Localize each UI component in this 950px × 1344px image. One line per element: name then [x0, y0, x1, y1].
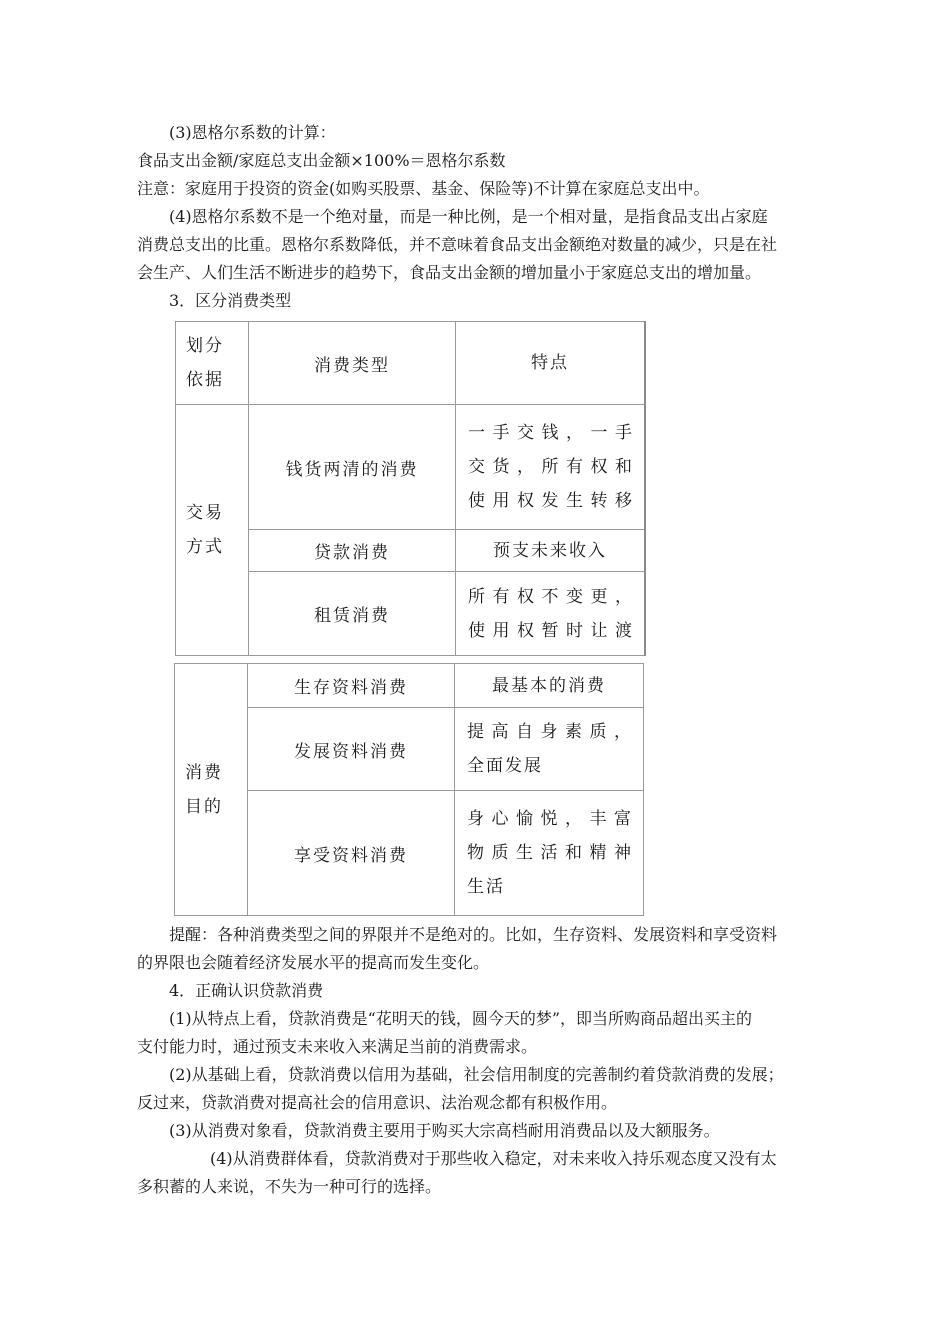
group1-feature-1	[456, 405, 646, 530]
paragraph-note: 注意：家庭用于投资的资金(如购买股票、基金、保险等)不计算在家庭总支出中。	[137, 179, 710, 198]
paragraph-loan-3: (3)从消费对象看，贷款消费主要用于购买大宗高档耐用消费品以及大额服务。	[169, 1121, 720, 1140]
group2-type-2: 发展资料消费	[248, 708, 455, 791]
feature-line: 预支未来收入	[493, 540, 607, 561]
group1-feature-3	[456, 572, 646, 656]
table-row	[175, 664, 644, 708]
paragraph-engel-4-line1: (4)恩格尔系数不是一个绝对量，而是一种比例，是一个相对量，是指食品支出占家庭	[169, 207, 768, 226]
paragraph-loan-4-line2: 多积蓄的人来说，不失为一种可行的选择。	[137, 1177, 442, 1196]
paragraph-engel-4-line3: 会生产、人们生活不断进步的趋势下，食品支出金额的增加量小于家庭总支出的增加量。	[137, 263, 762, 282]
consumption-types-table-part1	[175, 321, 646, 656]
feature-line: 全面发展	[467, 756, 543, 776]
group2-feature-1	[455, 664, 644, 708]
paragraph-loan-1-line1: (1)从特点上看，贷款消费是“花明天的钱，圆今天的梦”，即当所购商品超出买主的	[169, 1009, 753, 1028]
feature-line: 所有权不变更，	[468, 586, 634, 607]
header-basis-line2: 依据	[186, 370, 224, 390]
group1-type-3: 租赁消费	[249, 572, 456, 656]
table-header-row	[176, 322, 646, 405]
group2-feature-3	[455, 791, 644, 916]
feature-line: 生活	[467, 877, 505, 897]
feature-line: 使用权暂时让渡	[468, 620, 634, 641]
header-basis-line1: 划分	[186, 336, 224, 356]
group1-basis-line2: 方式	[186, 537, 224, 557]
consumption-types-table-part2	[174, 663, 644, 916]
feature-line: 最基本的消费	[492, 675, 606, 696]
header-basis-cell	[176, 322, 249, 405]
paragraph-loan-1-line2: 支付能力时，通过预支未来收入来满足当前的消费需求。	[137, 1037, 538, 1056]
paragraph-reminder-line2: 的界限也会随着经济发展水平的提高而发生变化。	[137, 953, 490, 972]
header-type-cell: 消费类型	[249, 322, 456, 405]
header-feature-cell: 特点	[456, 322, 646, 405]
section-heading-consumption-types: 3．区分消费类型	[169, 291, 292, 310]
group1-basis-line1: 交易	[186, 503, 224, 523]
feature-line: 一手交钱，一手	[468, 423, 634, 443]
feature-line: 提高自身素质，	[467, 722, 633, 742]
group2-type-3: 享受资料消费	[248, 791, 455, 916]
paragraph-loan-2-line1: (2)从基础上看，贷款消费以信用为基础，社会信用制度的完善制约着贷款消费的发展；	[169, 1065, 784, 1084]
group1-feature-2	[456, 530, 646, 572]
feature-line: 身心愉悦，丰富	[467, 809, 633, 829]
table-row	[176, 405, 646, 530]
group1-type-1: 钱货两清的消费	[249, 405, 456, 530]
feature-line: 物质生活和精神	[467, 843, 633, 863]
group2-feature-2	[455, 708, 644, 791]
section-heading-loan-consumption: 4．正确认识贷款消费	[169, 981, 324, 1000]
paragraph-engel-formula: 食品支出金额/家庭总支出金额×100%＝恩格尔系数	[137, 151, 506, 170]
paragraph-reminder-line1: 提醒：各种消费类型之间的界限并不是绝对的。比如，生存资料、发展资料和享受资料	[169, 925, 778, 944]
paragraph-engel-calc-heading: (3)恩格尔系数的计算：	[169, 123, 336, 142]
group1-basis-cell	[176, 405, 249, 656]
paragraph-loan-4-line1: (4)从消费群体看，贷款消费对于那些收入稳定，对未来收入持乐观态度又没有太	[210, 1149, 777, 1168]
paragraph-loan-2-line2: 反过来，贷款消费对提高社会的信用意识、法治观念都有积极作用。	[137, 1093, 618, 1112]
group2-basis-line1: 消费	[185, 762, 223, 783]
group1-type-2: 贷款消费	[249, 530, 456, 572]
group2-basis-cell	[175, 664, 248, 916]
feature-line: 使用权发生转移	[468, 491, 634, 511]
paragraph-engel-4-line2: 消费总支出的比重。恩格尔系数降低，并不意味着食品支出金额绝对数量的减少，只是在社	[137, 235, 778, 254]
group2-type-1: 生存资料消费	[248, 664, 455, 708]
group2-basis-line2: 目的	[185, 796, 223, 817]
feature-line: 交货，所有权和	[468, 457, 634, 477]
